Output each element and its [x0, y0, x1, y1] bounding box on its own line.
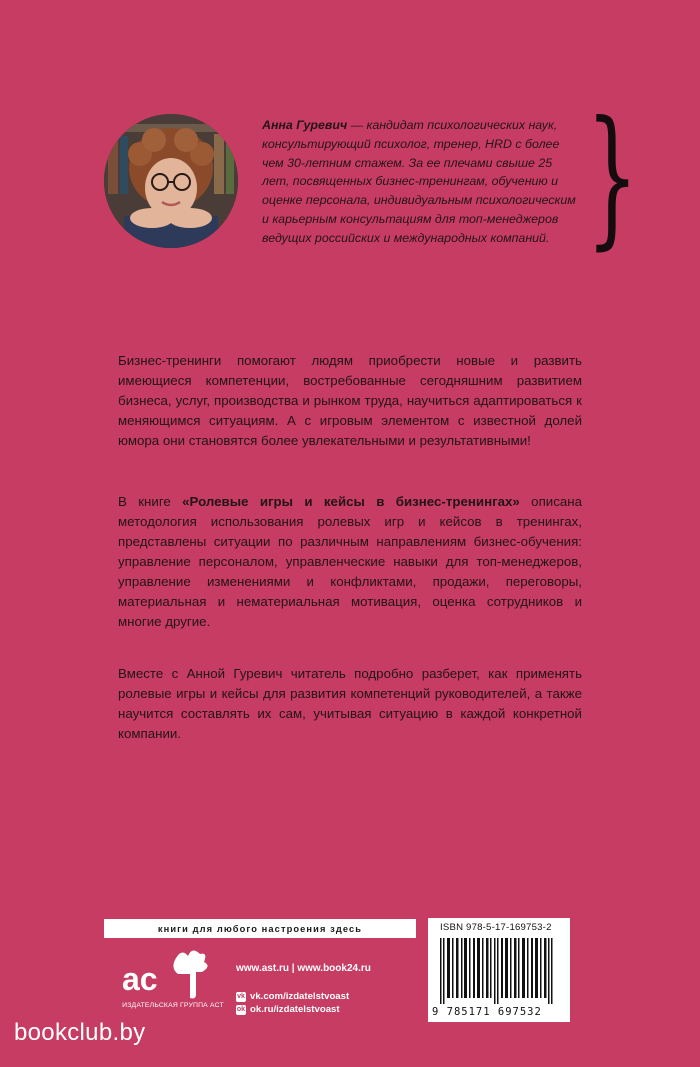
author-name: Анна Гуревич: [262, 118, 348, 132]
author-bio: [262, 116, 580, 248]
isbn-text: ISBN 978-5-17-169753-2: [440, 922, 552, 933]
book-title: «Ролевые игры и кейсы в бизнес-тренингах»: [182, 494, 520, 509]
vk-icon: vk: [237, 992, 245, 1000]
slogan-strip: книги для любого настроения здесь: [104, 919, 416, 938]
social-vk-text: vk.com/izdatelstvoast: [250, 991, 350, 1002]
social-ok-text: ok.ru/izdatelstvoast: [250, 1004, 340, 1015]
publisher-websites: www.ast.ru | www.book24.ru: [236, 963, 371, 974]
social-link-ok: [236, 1004, 340, 1015]
author-photo: [104, 114, 238, 248]
publisher-name: ИЗДАТЕЛЬСКАЯ ГРУППА АСТ: [122, 1002, 224, 1009]
p2-text: описана методология использования ролевых игр и кейсов в тренингах, представлены ситуации по различным направлениям бизнес-обучения: управление персоналом, управленческие навыки для топ-менеджеров, управление изменениями и конфликтами, продажи, переговоры, материальная и нематериальная мотивация, оценка сотрудников и многие другие.: [118, 494, 582, 629]
barcode-number: 9 785171 697532: [432, 1006, 542, 1018]
ok-icon: ok: [236, 1005, 246, 1013]
decorative-brace-icon: }: [586, 90, 639, 264]
p2-intro: В книге: [118, 494, 183, 509]
watermark: bookclub.by: [14, 1019, 146, 1046]
logo-text: ac: [122, 961, 158, 997]
barcode-icon: [434, 938, 564, 1004]
description-paragraph-2: [118, 492, 582, 632]
isbn-barcode-box: [428, 918, 570, 1022]
description-paragraph-1: Бизнес-тренинги помогают людям приобрести новые и развить имеющиеся компетенции, востребованные сегодняшним развитием бизнеса, услуг, производства и рынком труда, научиться адаптироваться к меняющимся ситуациям. А с игровым элементом с известной долей юмора они становятся более увлекательными и результативными!: [118, 353, 582, 448]
author-bio-text: — кандидат психологических наук, консультирующий психолог, тренер, HRD с более чем 30-летним стажем. За ее плечами свыше 25 лет, посвященных бизнес-тренингам, обучению и оценке персонала, индивидуальным психологическим и карьерным консультациям для топ-менеджеров ведущих российских и международных компаний.: [262, 118, 576, 245]
description-paragraph-3: Вместе с Анной Гуревич читатель подробно разберет, как применять ролевые игры и кейсы для развития компетенций руководителей, а также научится составлять их сам, учитывая ситуацию в каждой конкретной компании.: [118, 666, 582, 741]
social-link-vk: [236, 991, 349, 1002]
